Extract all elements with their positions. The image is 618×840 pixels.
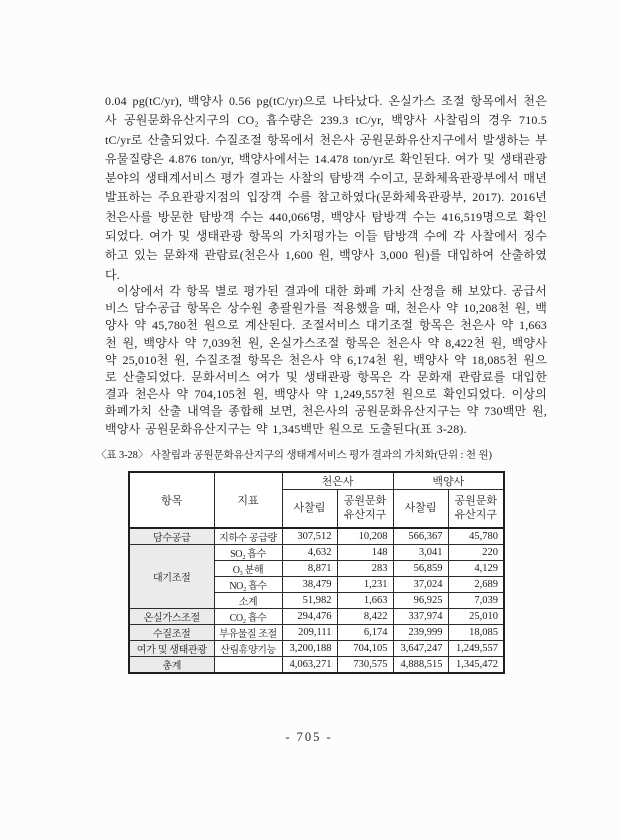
cell-category: 담수공급	[129, 528, 214, 545]
cell-value: 148	[337, 544, 393, 560]
table-row	[129, 528, 504, 545]
cell-indicator: O₃ 분해	[214, 560, 282, 576]
cell-value: 4,063,271	[282, 656, 337, 673]
cell-value: 56,859	[393, 560, 448, 576]
valuation-table	[128, 471, 505, 674]
cell-value: 3,200,188	[282, 640, 337, 656]
table-row-total	[129, 656, 504, 673]
cell-indicator: SO₂ 흡수	[214, 544, 282, 560]
header-cell-site2: 백양사	[393, 472, 504, 490]
cell-value: 704,105	[337, 640, 393, 656]
cell-indicator: NO₂ 흡수	[214, 576, 282, 592]
header-cell-site2-heritage: 공원문화유산지구	[448, 489, 504, 528]
cell-category: 여가 및 생태관광	[129, 640, 214, 656]
cell-value: 3,647,247	[393, 640, 448, 656]
table-row	[129, 608, 504, 624]
header-cell-site1-heritage: 공원문화유산지구	[337, 489, 393, 528]
table-row	[129, 640, 504, 656]
cell-value: 6,174	[337, 624, 393, 640]
cell-value: 1,231	[337, 576, 393, 592]
cell-value: 239,999	[393, 624, 448, 640]
header-cell-indicator: 지표	[214, 472, 282, 528]
header-cell-site1: 천은사	[282, 472, 393, 490]
table-row	[129, 544, 504, 560]
cell-value: 51,982	[282, 592, 337, 608]
header-cell-site2-forest: 사찰림	[393, 489, 448, 528]
cell-value: 220	[448, 544, 504, 560]
cell-value: 38,479	[282, 576, 337, 592]
table-body	[129, 528, 504, 673]
cell-value: 10,208	[337, 528, 393, 545]
cell-value: 1,249,557	[448, 640, 504, 656]
cell-value: 4,888,515	[393, 656, 448, 673]
cell-value: 1,345,472	[448, 656, 504, 673]
page-number: - 705 -	[285, 730, 333, 744]
cell-value: 209,111	[282, 624, 337, 640]
cell-value: 1,663	[337, 592, 393, 608]
cell-indicator: 산림휴양기능	[214, 640, 282, 656]
cell-value: 2,689	[448, 576, 504, 592]
cell-indicator: 부유물질 조절	[214, 624, 282, 640]
cell-value: 4,129	[448, 560, 504, 576]
cell-value: 8,422	[337, 608, 393, 624]
cell-value: 37,024	[393, 576, 448, 592]
text-block	[96, 92, 547, 674]
cell-indicator: 소계	[214, 592, 282, 608]
cell-indicator: CO₂ 흡수	[214, 608, 282, 624]
table-caption: 〈표 3-28〉 사찰림과 공원문화유산지구의 생태계서비스 평가 결과의 가치화(단위 : 천 원)	[96, 449, 492, 461]
cell-value: 307,512	[282, 528, 337, 545]
cell-value: 96,925	[393, 592, 448, 608]
cell-value: 337,974	[393, 608, 448, 624]
cell-indicator	[214, 656, 282, 673]
paragraph-monetary-value: 이상에서 각 항목 별로 평가된 결과에 대한 화폐 가치 산정을 해 보았다. 공급서비스 담수공급 항목은 상수원 총괄원가를 적용했을 때, 천은사 약 10,208천 원, 백양사 약 45,780천 원으로 계산된다. 조절서비스 대기조절 항목은 천은사 약 1,663천 원, 백양사 약 7,039천 원, 온실가스조절 항목은 천은사 약 8,422천 원, 백양사 약 25,010천 원, 수질조절 항목은 천은사 약 6,174천 원, 백양사 약 18,085천 원으로 산출되었다. 문화서비스 여가 및 생태관광 항목은 각 문화재 관람료를 대입한 결과 천은사 약 704,105천 원, 백양사 약 1,249,557천 원으로 확인되었다. 이상의 화폐가치 산출 내역을 종합해 보면, 천은사의 공원문화유산지구는 약 730백만 원, 백양사 공원문화유산지구는 약 1,345백만 원으로 도출된다(표 3-28).	[105, 283, 547, 436]
cell-value: 25,010	[448, 608, 504, 624]
cell-value: 294,476	[282, 608, 337, 624]
cell-value: 283	[337, 560, 393, 576]
table-row	[129, 624, 504, 640]
cell-value: 7,039	[448, 592, 504, 608]
cell-category: 대기조절	[129, 544, 214, 608]
cell-value: 3,041	[393, 544, 448, 560]
paragraph-evaluation-results: 0.04 pg(tC/yr), 백양사 0.56 pg(tC/yr)으로 나타났다. 온실가스 조절 항목에서 천은사 공원문화유산지구의 CO₂ 흡수량은 239.3 tC/yr, 백양사 사찰림의 경우 710.5 tC/yr로 산출되었다. 수질조절 항목에서 천은사 공원문화유산지구에서 발생하는 부유물질량은 4.876 ton/yr, 백양사에서는 14.478 ton/yr로 확인된다. 여가 및 생태관광 분야의 생태계서비스 평가 결과는 사찰의 탐방객 수이고, 문화체육관광부에서 매년 발표하는 주요관광지점의 입장객 수를 참고하였다(문화체육관광부, 2017). 2016년 천은사를 방문한 탐방객 수는 440,066명, 백양사 탐방객 수는 416,519명으로 확인되었다. 여가 및 생태관광 항목의 가치평가는 이들 탐방객 수에 각 사찰에서 징수하고 있는 문화재 관람료(천은사 1,600 원, 백양사 3,000 원)를 대입하여 산출하였다.	[105, 94, 547, 282]
cell-value: 18,085	[448, 624, 504, 640]
cell-indicator: 지하수 공급량	[214, 528, 282, 545]
cell-value: 730,575	[337, 656, 393, 673]
cell-value: 4,632	[282, 544, 337, 560]
header-cell-item: 항목	[129, 472, 214, 528]
cell-category: 수질조절	[129, 624, 214, 640]
cell-value: 566,367	[393, 528, 448, 545]
header-cell-site1-forest: 사찰림	[282, 489, 337, 528]
table-header	[129, 472, 504, 528]
cell-category-total: 총계	[129, 656, 214, 673]
cell-value: 45,780	[448, 528, 504, 545]
cell-value: 8,871	[282, 560, 337, 576]
cell-category: 온실가스조절	[129, 608, 214, 624]
